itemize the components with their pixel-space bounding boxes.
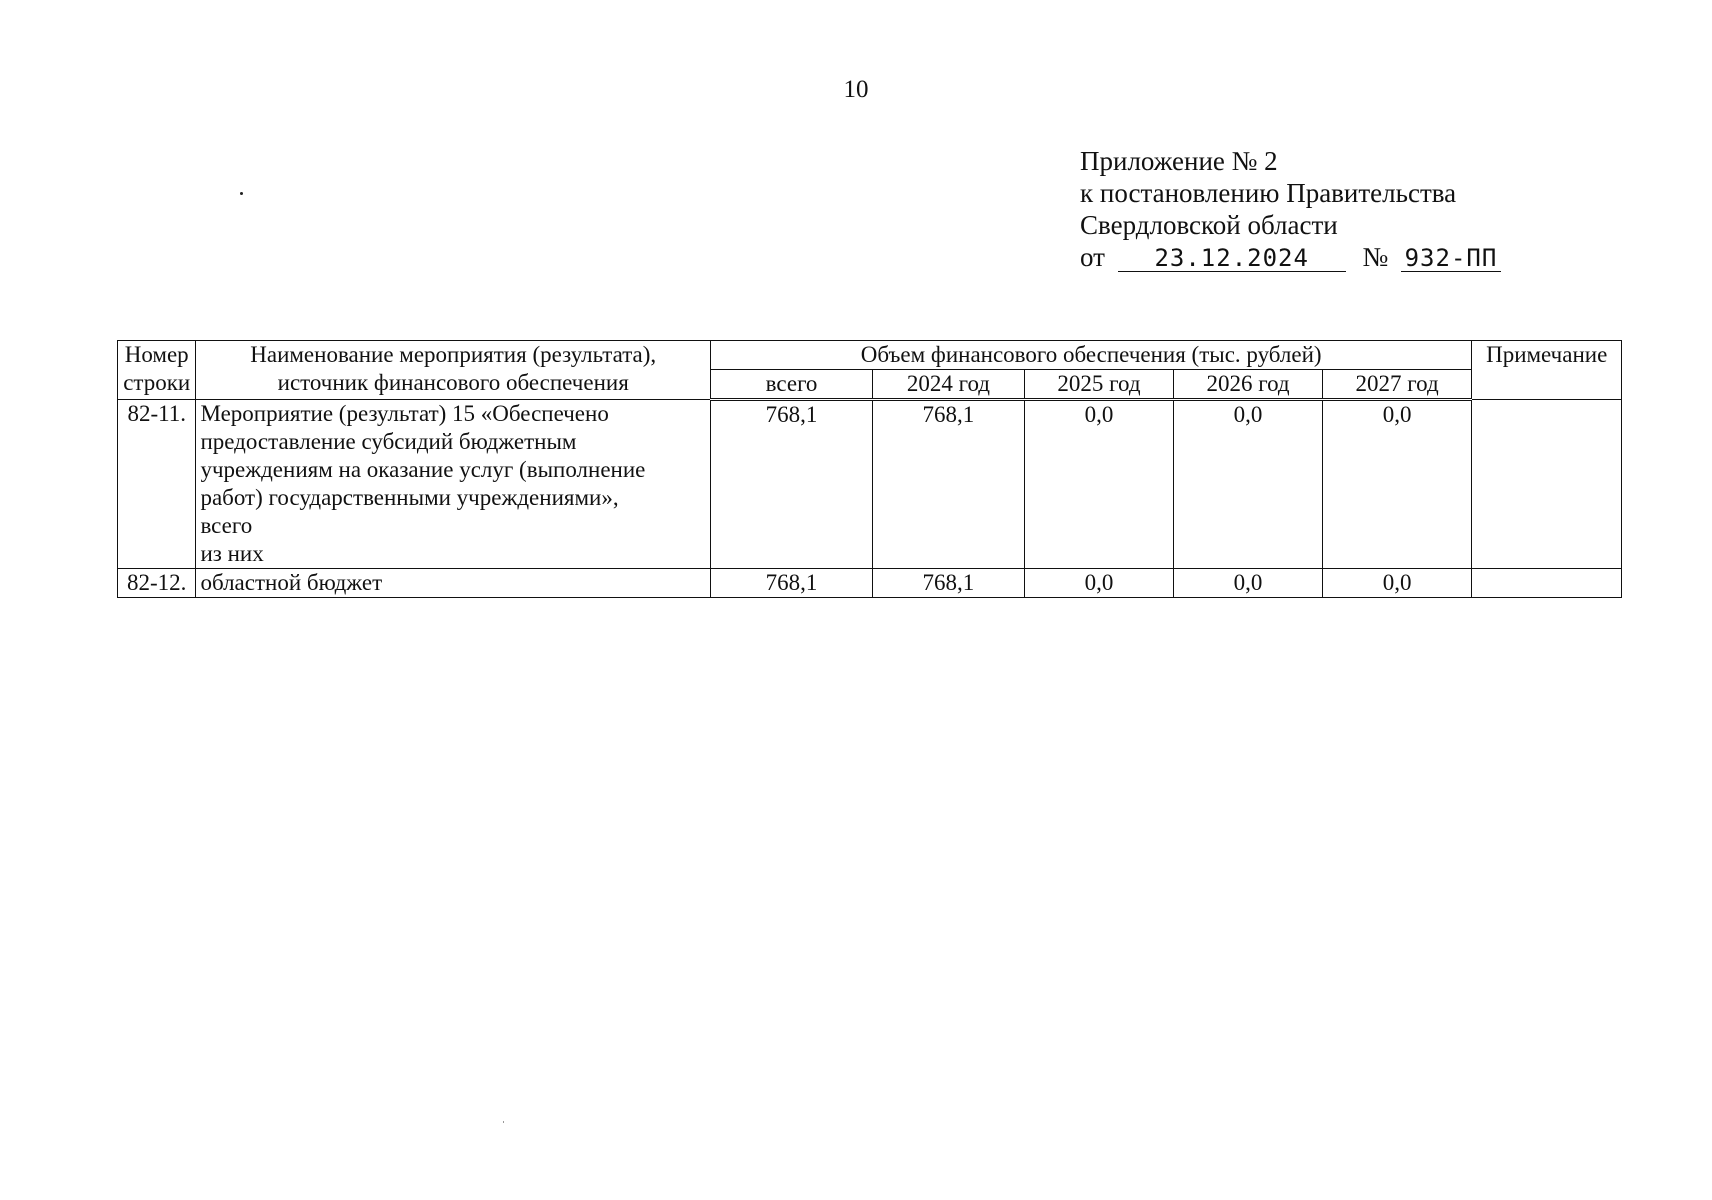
header-activity-name: Наименование мероприятия (результата), источник финансового обеспечения [196, 341, 711, 400]
row-number: 82-11. [118, 400, 196, 569]
funding-table [117, 340, 1622, 598]
value-note [1472, 400, 1622, 569]
header-year-2027: 2027 год [1322, 370, 1472, 400]
activity-name: областной бюджет [196, 569, 711, 598]
appendix-resolution-line: к постановлению Правительства [1080, 178, 1457, 208]
number-label: № [1362, 242, 1389, 272]
appendix-date-number-line [1080, 241, 1501, 273]
header-year-2024: 2024 год [873, 370, 1025, 400]
resolution-date: 23.12.2024 [1118, 245, 1346, 272]
value-2026: 0,0 [1174, 400, 1323, 569]
stray-dot-mark [240, 192, 243, 195]
value-2025: 0,0 [1024, 569, 1174, 598]
page-number: 10 [843, 76, 869, 103]
header-total: всего [711, 370, 873, 400]
value-note [1472, 569, 1622, 598]
table-row [118, 569, 1622, 598]
value-total: 768,1 [711, 400, 873, 569]
header-row-number: Номер строки [118, 341, 196, 400]
table-row [118, 400, 1622, 569]
row-number: 82-12. [118, 569, 196, 598]
value-2026: 0,0 [1174, 569, 1323, 598]
appendix-block [1080, 145, 1501, 273]
header-funding-volume: Объем финансового обеспечения (тыс. рублей) [711, 341, 1472, 370]
header-year-2026: 2026 год [1174, 370, 1323, 400]
stray-dot-mark-bottom [503, 1121, 504, 1123]
appendix-region-line: Свердловской области [1080, 210, 1338, 240]
activity-name: Мероприятие (результат) 15 «Обеспечено предоставление субсидий бюджетным учреждениям на оказание услуг (выполнение работ) государственными учреждениями», всего из них [196, 400, 711, 569]
from-label: от [1080, 242, 1105, 272]
value-total: 768,1 [711, 569, 873, 598]
resolution-number: 932-ПП [1401, 245, 1501, 272]
header-year-2025: 2025 год [1024, 370, 1174, 400]
value-2024: 768,1 [873, 569, 1025, 598]
value-2024: 768,1 [873, 400, 1025, 569]
header-note: Примечание [1472, 341, 1622, 400]
table-header-row-1 [118, 341, 1622, 370]
appendix-title: Приложение № 2 [1080, 146, 1278, 176]
value-2027: 0,0 [1322, 569, 1472, 598]
value-2025: 0,0 [1024, 400, 1174, 569]
value-2027: 0,0 [1322, 400, 1472, 569]
